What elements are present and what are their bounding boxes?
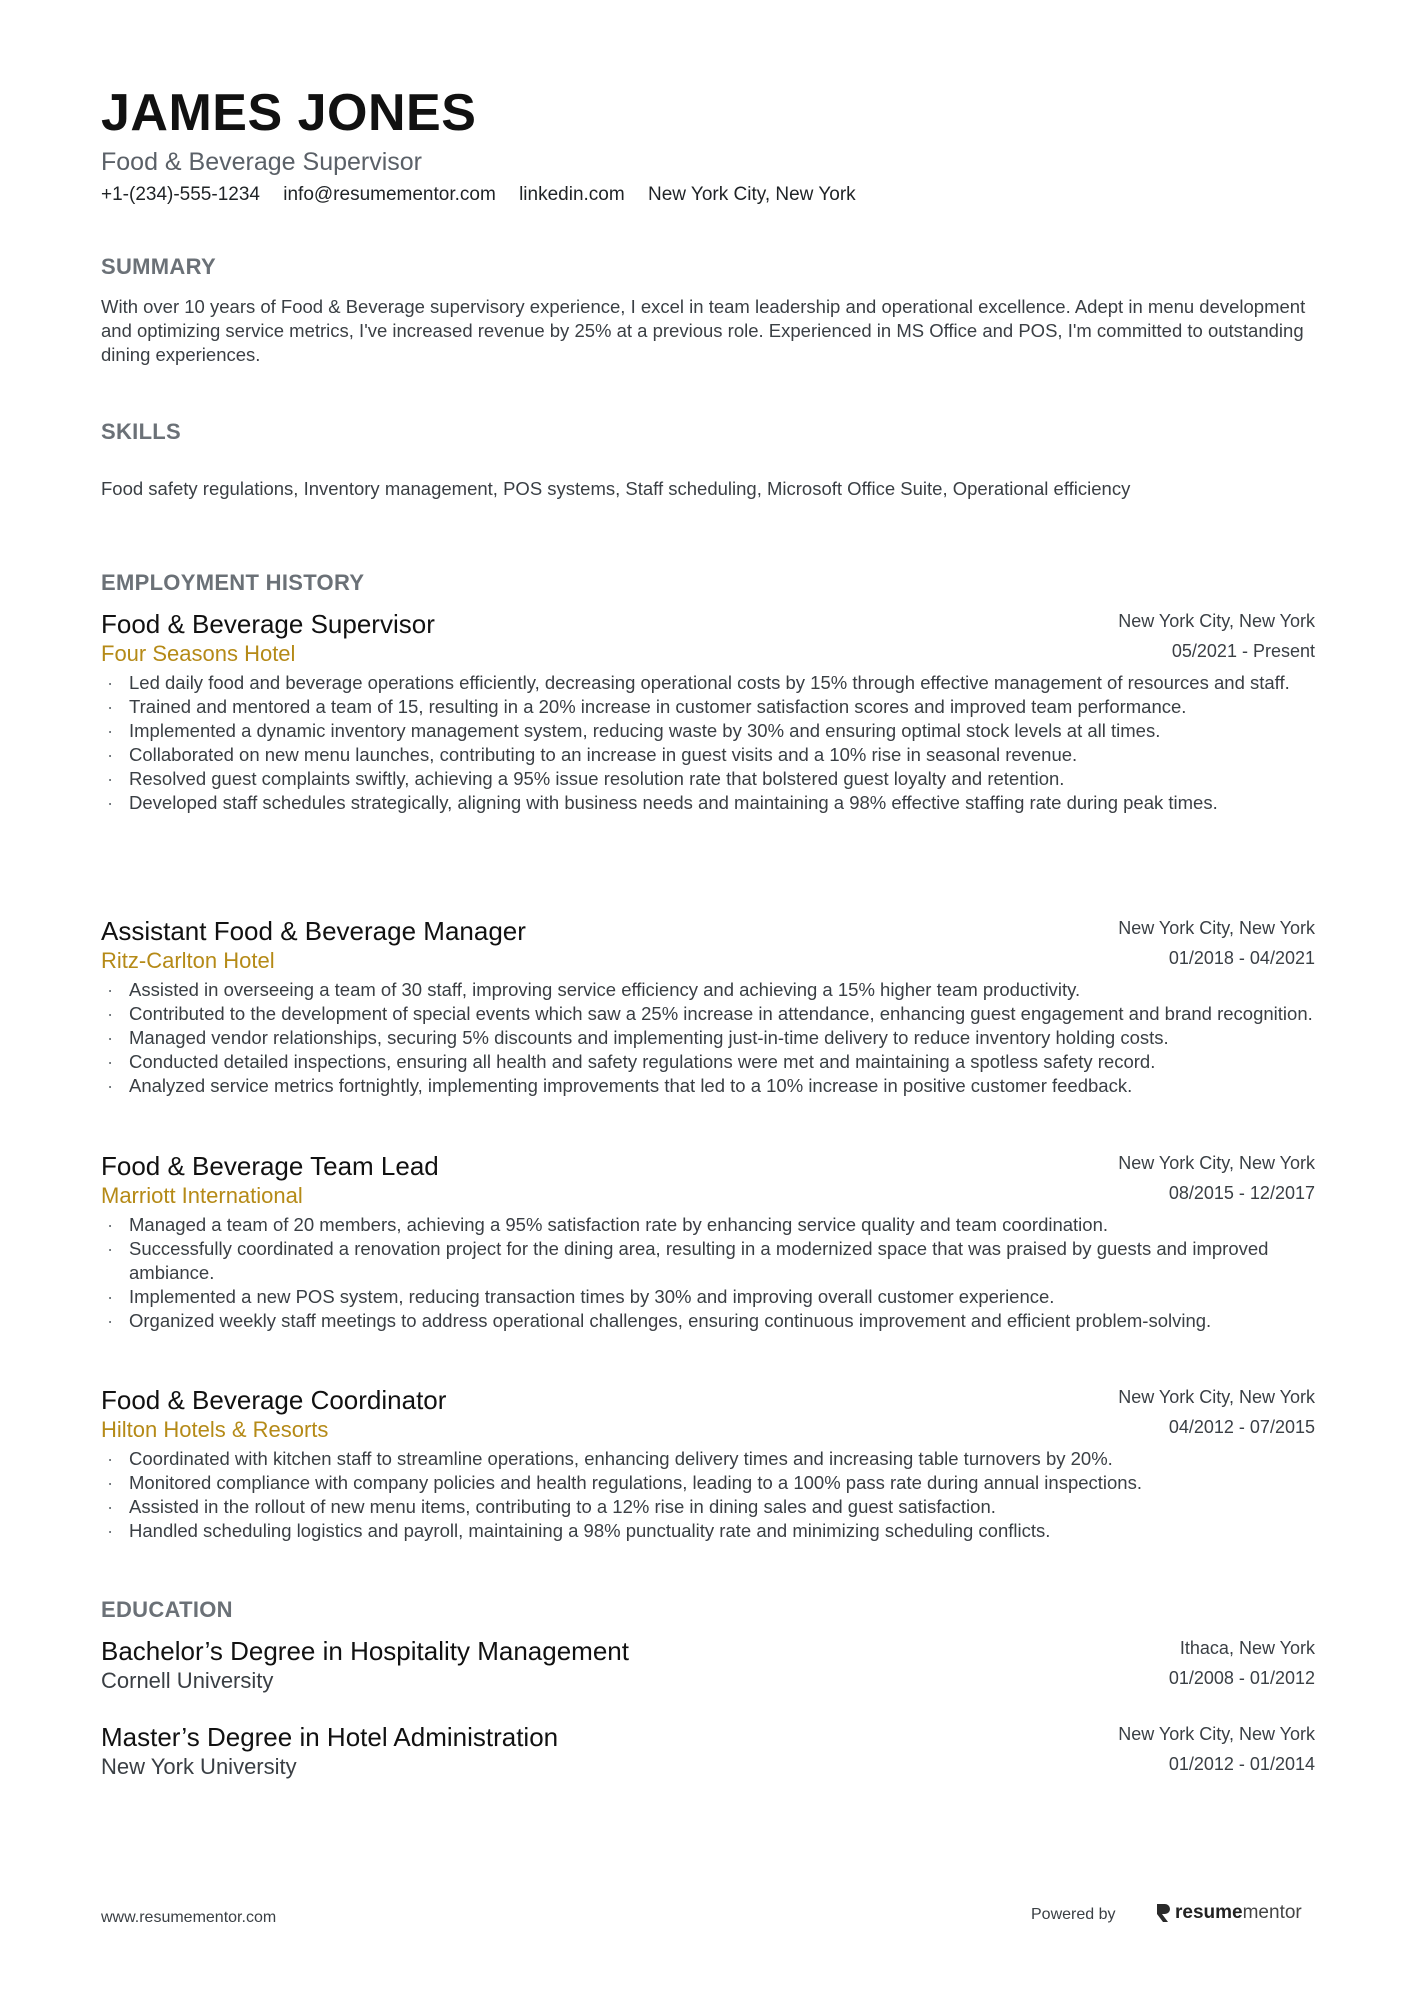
- education-school: Cornell University: [101, 1668, 274, 1693]
- education-location: Ithaca, New York: [1179, 1638, 1315, 1658]
- job-bullets: [101, 671, 1315, 815]
- job-bullet: · Led daily food and beverage operations efficiently, decreasing operational costs by 15% through effective management of resources and staff.: [101, 671, 1315, 695]
- job-bullet: · Analyzed service metrics fortnightly, implementing improvements that led to a 10% increase in positive customer feedback.: [101, 1074, 1315, 1098]
- job-bullets: [101, 978, 1315, 1098]
- job-bullet: · Developed staff schedules strategically, aligning with business needs and maintaining a 98% effective staffing rate during peak times.: [101, 791, 1315, 815]
- job-bullet: · Conducted detailed inspections, ensuring all health and safety regulations were met and maintaining a spotless safety record.: [101, 1050, 1315, 1074]
- job-dates: 04/2012 - 07/2015: [1168, 1417, 1315, 1437]
- candidate-role: Food & Beverage Supervisor: [101, 148, 423, 176]
- job-bullet: · Resolved guest complaints swiftly, achieving a 95% issue resolution rate that bolstered guest loyalty and retention.: [101, 767, 1315, 791]
- education-dates: 01/2012 - 01/2014: [1168, 1754, 1315, 1774]
- logo-text-bold: resume: [1175, 1902, 1243, 1923]
- job-dates: 08/2015 - 12/2017: [1168, 1183, 1315, 1203]
- job-bullet: · Trained and mentored a team of 15, resulting in a 20% increase in customer satisfaction scores and improved team performance.: [101, 695, 1315, 719]
- job-bullet: · Implemented a dynamic inventory management system, reducing waste by 30% and ensuring optimal stock levels at all times.: [101, 719, 1315, 743]
- job-company: Four Seasons Hotel: [101, 641, 296, 666]
- education-location: New York City, New York: [1118, 1724, 1315, 1744]
- employment-heading: EMPLOYMENT HISTORY: [101, 570, 365, 595]
- education-heading: EDUCATION: [101, 1597, 233, 1622]
- job-bullets: [101, 1447, 1315, 1543]
- job-bullet: · Assisted in the rollout of new menu items, contributing to a 12% rise in dining sales and guest satisfaction.: [101, 1495, 1315, 1519]
- job-bullet: · Collaborated on new menu launches, contributing to an increase in guest visits and a 10% rise in seasonal revenue.: [101, 743, 1315, 767]
- footer-powered-by: Powered by: [1031, 1906, 1116, 1923]
- job-bullet: · Handled scheduling logistics and payroll, maintaining a 98% punctuality rate and minimizing scheduling conflicts.: [101, 1519, 1315, 1543]
- education-degree: Bachelor’s Degree in Hospitality Management: [101, 1636, 629, 1666]
- job-bullet: · Coordinated with kitchen staff to streamline operations, enhancing delivery times and increasing table turnovers by 20%.: [101, 1447, 1315, 1471]
- job-bullet: · Managed vendor relationships, securing 5% discounts and implementing just-in-time delivery to reduce inventory holding costs.: [101, 1026, 1315, 1050]
- job-bullets: [101, 1213, 1315, 1333]
- education-dates: 01/2008 - 01/2012: [1168, 1668, 1315, 1688]
- job-bullet: · Contributed to the development of special events which saw a 25% increase in attendance, enhancing guest engagement and brand recognition.: [101, 1002, 1315, 1026]
- job-title: Food & Beverage Supervisor: [101, 609, 435, 639]
- job-title: Assistant Food & Beverage Manager: [101, 916, 526, 946]
- job-company: Hilton Hotels & Resorts: [101, 1417, 329, 1442]
- job-bullet: · Assisted in overseeing a team of 30 staff, improving service efficiency and achieving a 15% higher team productivity.: [101, 978, 1315, 1002]
- job-company: Ritz-Carlton Hotel: [101, 948, 275, 973]
- skills-text: Food safety regulations, Inventory management, POS systems, Staff scheduling, Microsoft Office Suite, Operational efficiency: [101, 478, 1131, 499]
- education-degree: Master’s Degree in Hotel Administration: [101, 1722, 559, 1752]
- resumementor-logo[interactable]: [1154, 1902, 1302, 1924]
- contact-email[interactable]: info@resumementor.com: [283, 184, 496, 205]
- job-bullet: · Successfully coordinated a renovation project for the dining area, resulting in a modernized space that was praised by guests and improved ambiance.: [101, 1237, 1315, 1285]
- contact-linkedin[interactable]: linkedin.com: [519, 184, 625, 205]
- logo-text-light: mentor: [1242, 1902, 1302, 1923]
- education-school: New York University: [101, 1754, 297, 1779]
- summary-text: With over 10 years of Food & Beverage supervisory experience, I excel in team leadership and operational excellence. Adept in menu development and optimizing service metrics, I've increased revenue by 25% at a previous role. Experienced in MS Office and POS, I'm committed to outstanding dining experiences.: [101, 296, 1306, 365]
- job-location: New York City, New York: [1118, 1153, 1315, 1173]
- job-company: Marriott International: [101, 1183, 303, 1208]
- job-location: New York City, New York: [1118, 918, 1315, 938]
- skills-heading: SKILLS: [101, 419, 182, 444]
- job-bullet: · Monitored compliance with company policies and health regulations, leading to a 100% pass rate during annual inspections.: [101, 1471, 1315, 1495]
- job-title: Food & Beverage Team Lead: [101, 1151, 439, 1181]
- summary-heading: SUMMARY: [101, 254, 216, 279]
- job-title: Food & Beverage Coordinator: [101, 1385, 447, 1415]
- footer-url[interactable]: www.resumementor.com: [101, 1909, 277, 1926]
- contact-location: New York City, New York: [647, 184, 856, 205]
- job-bullet: · Organized weekly staff meetings to address operational challenges, ensuring continuous improvement and efficient problem-solving.: [101, 1309, 1315, 1333]
- job-dates: 01/2018 - 04/2021: [1168, 948, 1315, 968]
- job-location: New York City, New York: [1118, 611, 1315, 631]
- job-location: New York City, New York: [1118, 1387, 1315, 1407]
- contact-phone[interactable]: +1-(234)-555-1234: [101, 184, 260, 205]
- candidate-name: JAMES JONES: [101, 84, 477, 142]
- job-dates: 05/2021 - Present: [1171, 641, 1315, 661]
- job-bullet: · Implemented a new POS system, reducing transaction times by 30% and improving overall customer experience.: [101, 1285, 1315, 1309]
- resumementor-logo-icon: [1154, 1902, 1172, 1924]
- job-bullet: · Managed a team of 20 members, achieving a 95% satisfaction rate by enhancing service quality and team coordination.: [101, 1213, 1315, 1237]
- contact-line: [101, 184, 874, 206]
